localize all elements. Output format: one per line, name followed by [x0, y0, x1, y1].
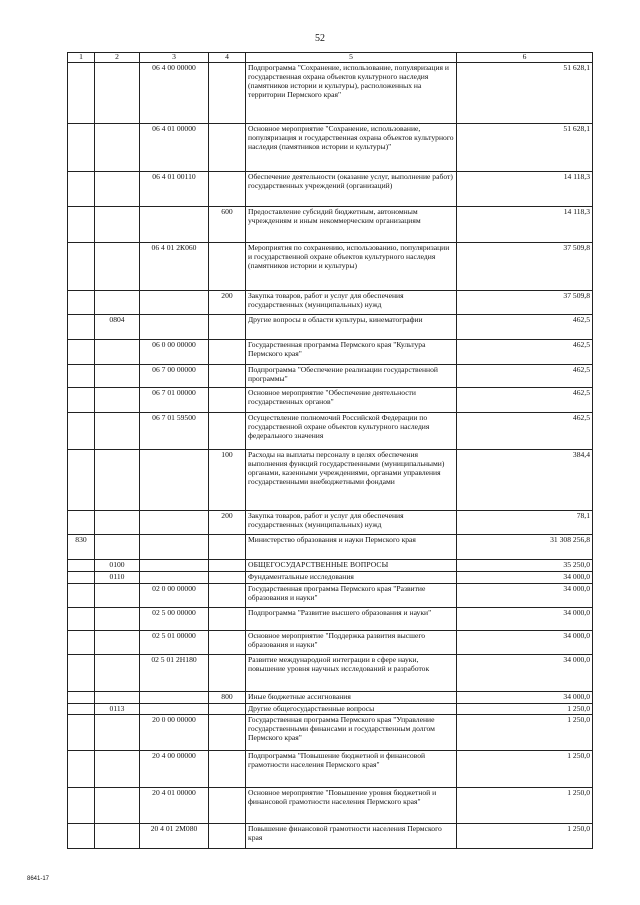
cell-target-article — [140, 692, 209, 704]
cell-amount: 1 250,0 — [457, 824, 593, 849]
cell-expense-type — [209, 572, 246, 584]
cell-section — [95, 511, 140, 535]
cell-section — [95, 535, 140, 560]
cell-description: Основное мероприятие "Обеспечение деятельности государственных органов" — [246, 388, 457, 413]
table-header-row — [68, 53, 593, 63]
cell-expense-type — [209, 655, 246, 692]
cell-description: Министерство образования и науки Пермского края — [246, 535, 457, 560]
cell-grbs — [68, 751, 95, 788]
cell-expense-type — [209, 243, 246, 291]
cell-description: Подпрограмма "Развитие высшего образования и науки" — [246, 608, 457, 631]
table-row — [68, 751, 593, 788]
cell-grbs — [68, 824, 95, 849]
cell-section — [95, 584, 140, 608]
cell-description: Государственная программа Пермского края "Развитие образования и науки" — [246, 584, 457, 608]
cell-target-article: 02 5 01 00000 — [140, 631, 209, 655]
cell-expense-type: 100 — [209, 450, 246, 511]
cell-target-article — [140, 291, 209, 315]
cell-expense-type — [209, 608, 246, 631]
cell-amount: 1 250,0 — [457, 715, 593, 751]
table-row — [68, 413, 593, 450]
cell-description: Закупка товаров, работ и услуг для обеспечения государственных (муниципальных) нужд — [246, 291, 457, 315]
cell-amount: 37 509,8 — [457, 291, 593, 315]
table-row — [68, 207, 593, 243]
cell-section: 0804 — [95, 315, 140, 340]
cell-grbs — [68, 704, 95, 715]
cell-description: Государственная программа Пермского края "Культура Пермского края" — [246, 340, 457, 365]
table-row — [68, 450, 593, 511]
table-row — [68, 788, 593, 824]
cell-grbs — [68, 207, 95, 243]
cell-target-article: 02 5 00 00000 — [140, 608, 209, 631]
cell-description: Другие общегосударственные вопросы — [246, 704, 457, 715]
cell-section — [95, 207, 140, 243]
table-row — [68, 511, 593, 535]
budget-table — [67, 52, 593, 849]
cell-amount: 34 000,0 — [457, 631, 593, 655]
cell-grbs — [68, 631, 95, 655]
cell-amount: 462,5 — [457, 315, 593, 340]
cell-section: 0110 — [95, 572, 140, 584]
cell-target-article — [140, 207, 209, 243]
cell-expense-type — [209, 63, 246, 124]
cell-description: Государственная программа Пермского края "Управление государственными финансами и государственным долгом Пермского края" — [246, 715, 457, 751]
table-row — [68, 340, 593, 365]
cell-section — [95, 413, 140, 450]
cell-description: Подпрограмма "Повышение бюджетной и финансовой грамотности населения Пермского края" — [246, 751, 457, 788]
cell-expense-type — [209, 535, 246, 560]
cell-amount: 51 628,1 — [457, 124, 593, 172]
cell-amount: 1 250,0 — [457, 704, 593, 715]
cell-amount: 462,5 — [457, 413, 593, 450]
cell-amount: 14 118,3 — [457, 172, 593, 207]
cell-expense-type — [209, 340, 246, 365]
cell-description: Подпрограмма "Сохранение, использование, популяризация и государственная охрана объектов культурного наследия (памятников истории и культуры), расположенных на территории Пермского края" — [246, 63, 457, 124]
cell-description: Иные бюджетные ассигнования — [246, 692, 457, 704]
cell-grbs — [68, 172, 95, 207]
cell-amount: 14 118,3 — [457, 207, 593, 243]
cell-target-article: 06 4 01 00110 — [140, 172, 209, 207]
cell-target-article — [140, 315, 209, 340]
cell-grbs — [68, 655, 95, 692]
cell-target-article — [140, 560, 209, 572]
table-row — [68, 63, 593, 124]
cell-expense-type — [209, 388, 246, 413]
cell-target-article: 06 0 00 00000 — [140, 340, 209, 365]
cell-section — [95, 655, 140, 692]
column-header: 1 — [68, 53, 95, 63]
table-row — [68, 715, 593, 751]
table-row — [68, 692, 593, 704]
table-row — [68, 824, 593, 849]
cell-amount: 78,1 — [457, 511, 593, 535]
cell-amount: 34 000,0 — [457, 584, 593, 608]
cell-section — [95, 824, 140, 849]
cell-expense-type: 600 — [209, 207, 246, 243]
table-row — [68, 243, 593, 291]
column-header: 4 — [209, 53, 246, 63]
table-row — [68, 291, 593, 315]
cell-description: Фундаментальные исследования — [246, 572, 457, 584]
cell-amount: 462,5 — [457, 388, 593, 413]
cell-grbs — [68, 560, 95, 572]
cell-grbs — [68, 788, 95, 824]
cell-grbs — [68, 291, 95, 315]
cell-target-article — [140, 535, 209, 560]
cell-target-article: 06 7 00 00000 — [140, 365, 209, 388]
cell-section — [95, 340, 140, 365]
table-row — [68, 584, 593, 608]
cell-grbs — [68, 63, 95, 124]
table-row — [68, 172, 593, 207]
cell-expense-type: 200 — [209, 511, 246, 535]
cell-expense-type — [209, 124, 246, 172]
cell-description: Развитие международной интеграции в сфере науки, повышение уровня научных исследований и разработок — [246, 655, 457, 692]
cell-amount: 37 509,8 — [457, 243, 593, 291]
cell-expense-type: 800 — [209, 692, 246, 704]
cell-target-article: 02 0 00 00000 — [140, 584, 209, 608]
cell-target-article: 06 7 01 00000 — [140, 388, 209, 413]
cell-target-article: 20 0 00 00000 — [140, 715, 209, 751]
cell-section — [95, 291, 140, 315]
cell-grbs — [68, 715, 95, 751]
cell-expense-type — [209, 704, 246, 715]
cell-grbs — [68, 388, 95, 413]
cell-grbs — [68, 413, 95, 450]
page-number: 52 — [315, 33, 325, 44]
cell-grbs — [68, 608, 95, 631]
cell-section — [95, 692, 140, 704]
cell-expense-type — [209, 788, 246, 824]
table-row — [68, 560, 593, 572]
cell-section — [95, 751, 140, 788]
cell-target-article: 06 7 01 59500 — [140, 413, 209, 450]
cell-amount: 462,5 — [457, 365, 593, 388]
table-row — [68, 365, 593, 388]
cell-expense-type: 200 — [209, 291, 246, 315]
cell-expense-type — [209, 751, 246, 788]
table-row — [68, 704, 593, 715]
cell-section — [95, 608, 140, 631]
cell-grbs — [68, 450, 95, 511]
cell-section — [95, 631, 140, 655]
cell-grbs — [68, 315, 95, 340]
cell-amount: 51 628,1 — [457, 63, 593, 124]
cell-amount: 34 000,0 — [457, 692, 593, 704]
cell-grbs: 830 — [68, 535, 95, 560]
cell-description: Обеспечение деятельности (оказание услуг, выполнение работ) государственных учреждений (организаций) — [246, 172, 457, 207]
cell-target-article — [140, 704, 209, 715]
cell-description: Закупка товаров, работ и услуг для обеспечения государственных (муниципальных) нужд — [246, 511, 457, 535]
cell-target-article: 20 4 00 00000 — [140, 751, 209, 788]
cell-target-article — [140, 572, 209, 584]
cell-target-article: 20 4 01 2М080 — [140, 824, 209, 849]
table-row — [68, 631, 593, 655]
cell-section: 0100 — [95, 560, 140, 572]
cell-grbs — [68, 365, 95, 388]
table-row — [68, 535, 593, 560]
cell-amount: 384,4 — [457, 450, 593, 511]
cell-amount: 34 000,0 — [457, 572, 593, 584]
cell-expense-type — [209, 560, 246, 572]
column-header: 6 — [457, 53, 593, 63]
cell-description: Осуществление полномочий Российской Федерации по государственной охране объектов культурного наследия федерального значения — [246, 413, 457, 450]
cell-expense-type — [209, 172, 246, 207]
cell-target-article — [140, 511, 209, 535]
cell-grbs — [68, 584, 95, 608]
cell-description: Предоставление субсидий бюджетным, автономным учреждениям и иным некоммерческим организациям — [246, 207, 457, 243]
cell-section — [95, 124, 140, 172]
cell-target-article — [140, 450, 209, 511]
cell-section — [95, 365, 140, 388]
table-row — [68, 315, 593, 340]
cell-section — [95, 450, 140, 511]
cell-section — [95, 243, 140, 291]
table-row — [68, 572, 593, 584]
cell-expense-type — [209, 631, 246, 655]
cell-expense-type — [209, 584, 246, 608]
cell-expense-type — [209, 413, 246, 450]
cell-target-article: 20 4 01 00000 — [140, 788, 209, 824]
cell-amount: 34 000,0 — [457, 608, 593, 631]
cell-grbs — [68, 692, 95, 704]
cell-amount: 35 250,0 — [457, 560, 593, 572]
cell-grbs — [68, 511, 95, 535]
cell-description: ОБЩЕГОСУДАРСТВЕННЫЕ ВОПРОСЫ — [246, 560, 457, 572]
cell-description: Другие вопросы в области культуры, кинематографии — [246, 315, 457, 340]
cell-target-article: 02 5 01 2Н180 — [140, 655, 209, 692]
cell-description: Мероприятия по сохранению, использованию, популяризации и государственной охране объектов культурного наследия (памятников истории и культуры) — [246, 243, 457, 291]
table-row — [68, 608, 593, 631]
cell-target-article: 06 4 01 00000 — [140, 124, 209, 172]
table-row — [68, 655, 593, 692]
cell-description: Повышение финансовой грамотности населения Пермского края — [246, 824, 457, 849]
table-row — [68, 124, 593, 172]
cell-amount: 462,5 — [457, 340, 593, 365]
column-header: 5 — [246, 53, 457, 63]
cell-amount: 34 000,0 — [457, 655, 593, 692]
cell-section — [95, 388, 140, 413]
table-row — [68, 388, 593, 413]
cell-expense-type — [209, 824, 246, 849]
cell-target-article: 06 4 00 00000 — [140, 63, 209, 124]
cell-expense-type — [209, 715, 246, 751]
cell-expense-type — [209, 315, 246, 340]
column-header: 2 — [95, 53, 140, 63]
cell-grbs — [68, 572, 95, 584]
cell-expense-type — [209, 365, 246, 388]
cell-description: Подпрограмма "Обеспечение реализации государственной программы" — [246, 365, 457, 388]
cell-description: Основное мероприятие "Поддержка развития высшего образования и науки" — [246, 631, 457, 655]
cell-amount: 1 250,0 — [457, 751, 593, 788]
cell-description: Расходы на выплаты персоналу в целях обеспечения выполнения функций государственными (муниципальными) органами, казенными учреждениями, органами управления государственными внебюджетными фондами — [246, 450, 457, 511]
footer-code: 8641-17 — [27, 876, 50, 882]
cell-target-article: 06 4 01 2К060 — [140, 243, 209, 291]
cell-grbs — [68, 243, 95, 291]
cell-section: 0113 — [95, 704, 140, 715]
cell-section — [95, 788, 140, 824]
cell-grbs — [68, 340, 95, 365]
cell-amount: 1 250,0 — [457, 788, 593, 824]
cell-section — [95, 715, 140, 751]
cell-description: Основное мероприятие "Сохранение, использование, популяризация и государственная охрана объектов культурного наследия (памятников истории и культуры)" — [246, 124, 457, 172]
cell-amount: 31 308 256,8 — [457, 535, 593, 560]
cell-grbs — [68, 124, 95, 172]
column-header: 3 — [140, 53, 209, 63]
cell-section — [95, 172, 140, 207]
cell-section — [95, 63, 140, 124]
cell-description: Основное мероприятие "Повышение уровня бюджетной и финансовой грамотности населения Пермского края" — [246, 788, 457, 824]
